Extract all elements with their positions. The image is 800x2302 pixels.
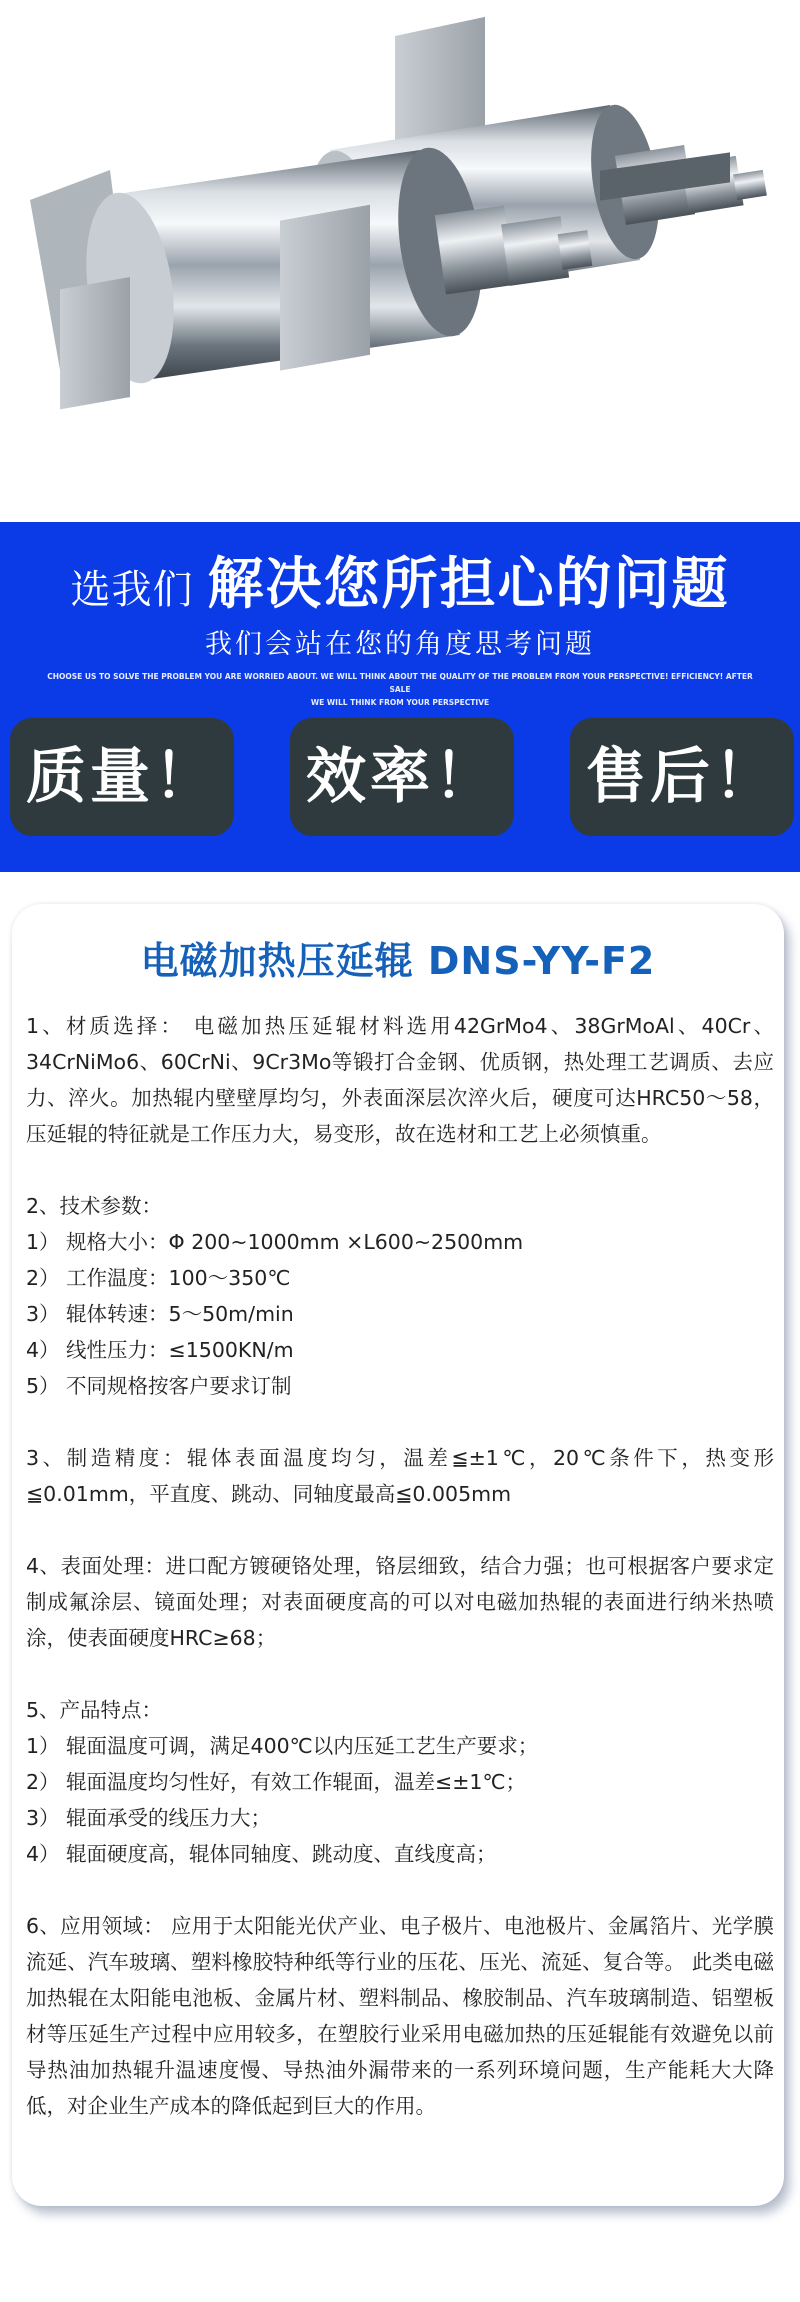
badge-efficiency: 效率！ — [290, 718, 514, 836]
spec-parameters — [26, 1188, 774, 1404]
product-title: 电磁加热压延辊 DNS-YY-F2 — [140, 939, 656, 983]
banner-subline: 我们会站在您的角度思考问题 — [205, 629, 595, 660]
spec-text: 4） 辊面硬度高，辊体同轴度、跳动度、直线度高； — [26, 1842, 497, 1866]
banner-english-text — [40, 670, 760, 709]
spec-text: 2） 工作温度：100～350℃ — [26, 1266, 291, 1290]
banner-english-line-2: WE WILL THINK FROM YOUR PERSPECTIVE — [310, 698, 490, 707]
hero-product-photo — [0, 0, 800, 522]
roller-illustration — [0, 0, 800, 522]
spec-text: 2） 辊面温度均匀性好，有效工作辊面，温差≤±1℃； — [26, 1770, 526, 1794]
spec-precision — [26, 1440, 774, 1512]
banner-headline — [0, 540, 800, 620]
spec-text: 4） 线性压力：≤1500KN/m — [26, 1338, 294, 1362]
spec-card — [12, 904, 784, 2206]
spec-text: 1） 辊面温度可调，满足400℃以内压延工艺生产要求； — [26, 1734, 539, 1758]
spec-text: 3） 辊体转速：5～50m/min — [26, 1302, 294, 1326]
spec-applications — [26, 1908, 774, 2124]
spec-features — [26, 1692, 774, 1872]
spec-text: 1） 规格大小：Φ 200~1000mm ×L600~2500mm — [26, 1230, 524, 1254]
spec-text: 5、产品特点： — [26, 1698, 163, 1722]
spec-text: 3） 辊面承受的线压力大； — [26, 1806, 272, 1830]
spec-text: 4、表面处理：进口配方镀硬铬处理，铬层细致，结合力强；也可根据客户要求定制成氟涂层、镜面处理；对表面硬度高的可以对电磁加热辊的表面进行纳米热喷涂，使表面硬度HRC≥68； — [26, 1554, 774, 1650]
spec-section — [0, 872, 800, 2302]
spec-text: 2、技术参数： — [26, 1194, 163, 1218]
badge-row — [0, 718, 800, 838]
spec-text: 6、应用领域： 应用于太阳能光伏产业、电子极片、电池极片、金属箔片、光学膜流延、汽车玻璃、塑料橡胶特种纸等行业的压花、压光、流延、复合等。 此类电磁加热辊在太阳能电池板、金属片材、塑料制品、橡胶制品、汽车玻璃制造、铝塑板材等压延生产过程中应用较多，在塑胶行业采用电磁加热的压延辊能有效避免以前导热油加热辊升温速度慢、导热油外漏带来的一系列环境问题，生产能耗大大降低，对企业生产成本的降低起到巨大的作用。 — [26, 1914, 774, 2118]
badge-quality: 质量！ — [10, 718, 234, 836]
spec-text: 5） 不同规格按客户要求订制 — [26, 1374, 292, 1398]
spec-surface — [26, 1548, 774, 1656]
promo-banner — [0, 522, 800, 872]
banner-title: 解决您所担心的问题 — [207, 552, 730, 617]
banner-lead: 选我们 — [70, 567, 194, 613]
spec-text: 1、材质选择： 电磁加热压延辊材料选用42GrMo4、38GrMoAl、40Cr、34CrNiMo6、60CrNi、9Cr3Mo等锻打合金钢、优质钢，热处理工艺调质、去应力、淬火。加热辊内壁壁厚均匀，外表面深层次淬火后，硬度可达HRC50～58，压延辊的特征就是工作压力大，易变形，故在选材和工艺上必须慎重。 — [26, 1014, 774, 1146]
banner-english-line-1: CHOOSE US TO SOLVE THE PROBLEM YOU ARE WORRIED ABOUT. WE WILL THINK ABOUT THE QUALITY OF THE PROBLEM FROM YOUR PERSPECTIVE! EFFICIENCY! AFTER SALE — [47, 672, 753, 694]
spec-material — [26, 1008, 774, 1152]
badge-after-sale: 售后！ — [570, 718, 794, 836]
spec-body — [26, 1008, 774, 2160]
spec-text: 3、制造精度：辊体表面温度均匀，温差≦±1℃，20℃条件下，热变形≦0.01mm，平直度、跳动、同轴度最高≦0.005mm — [26, 1446, 774, 1506]
